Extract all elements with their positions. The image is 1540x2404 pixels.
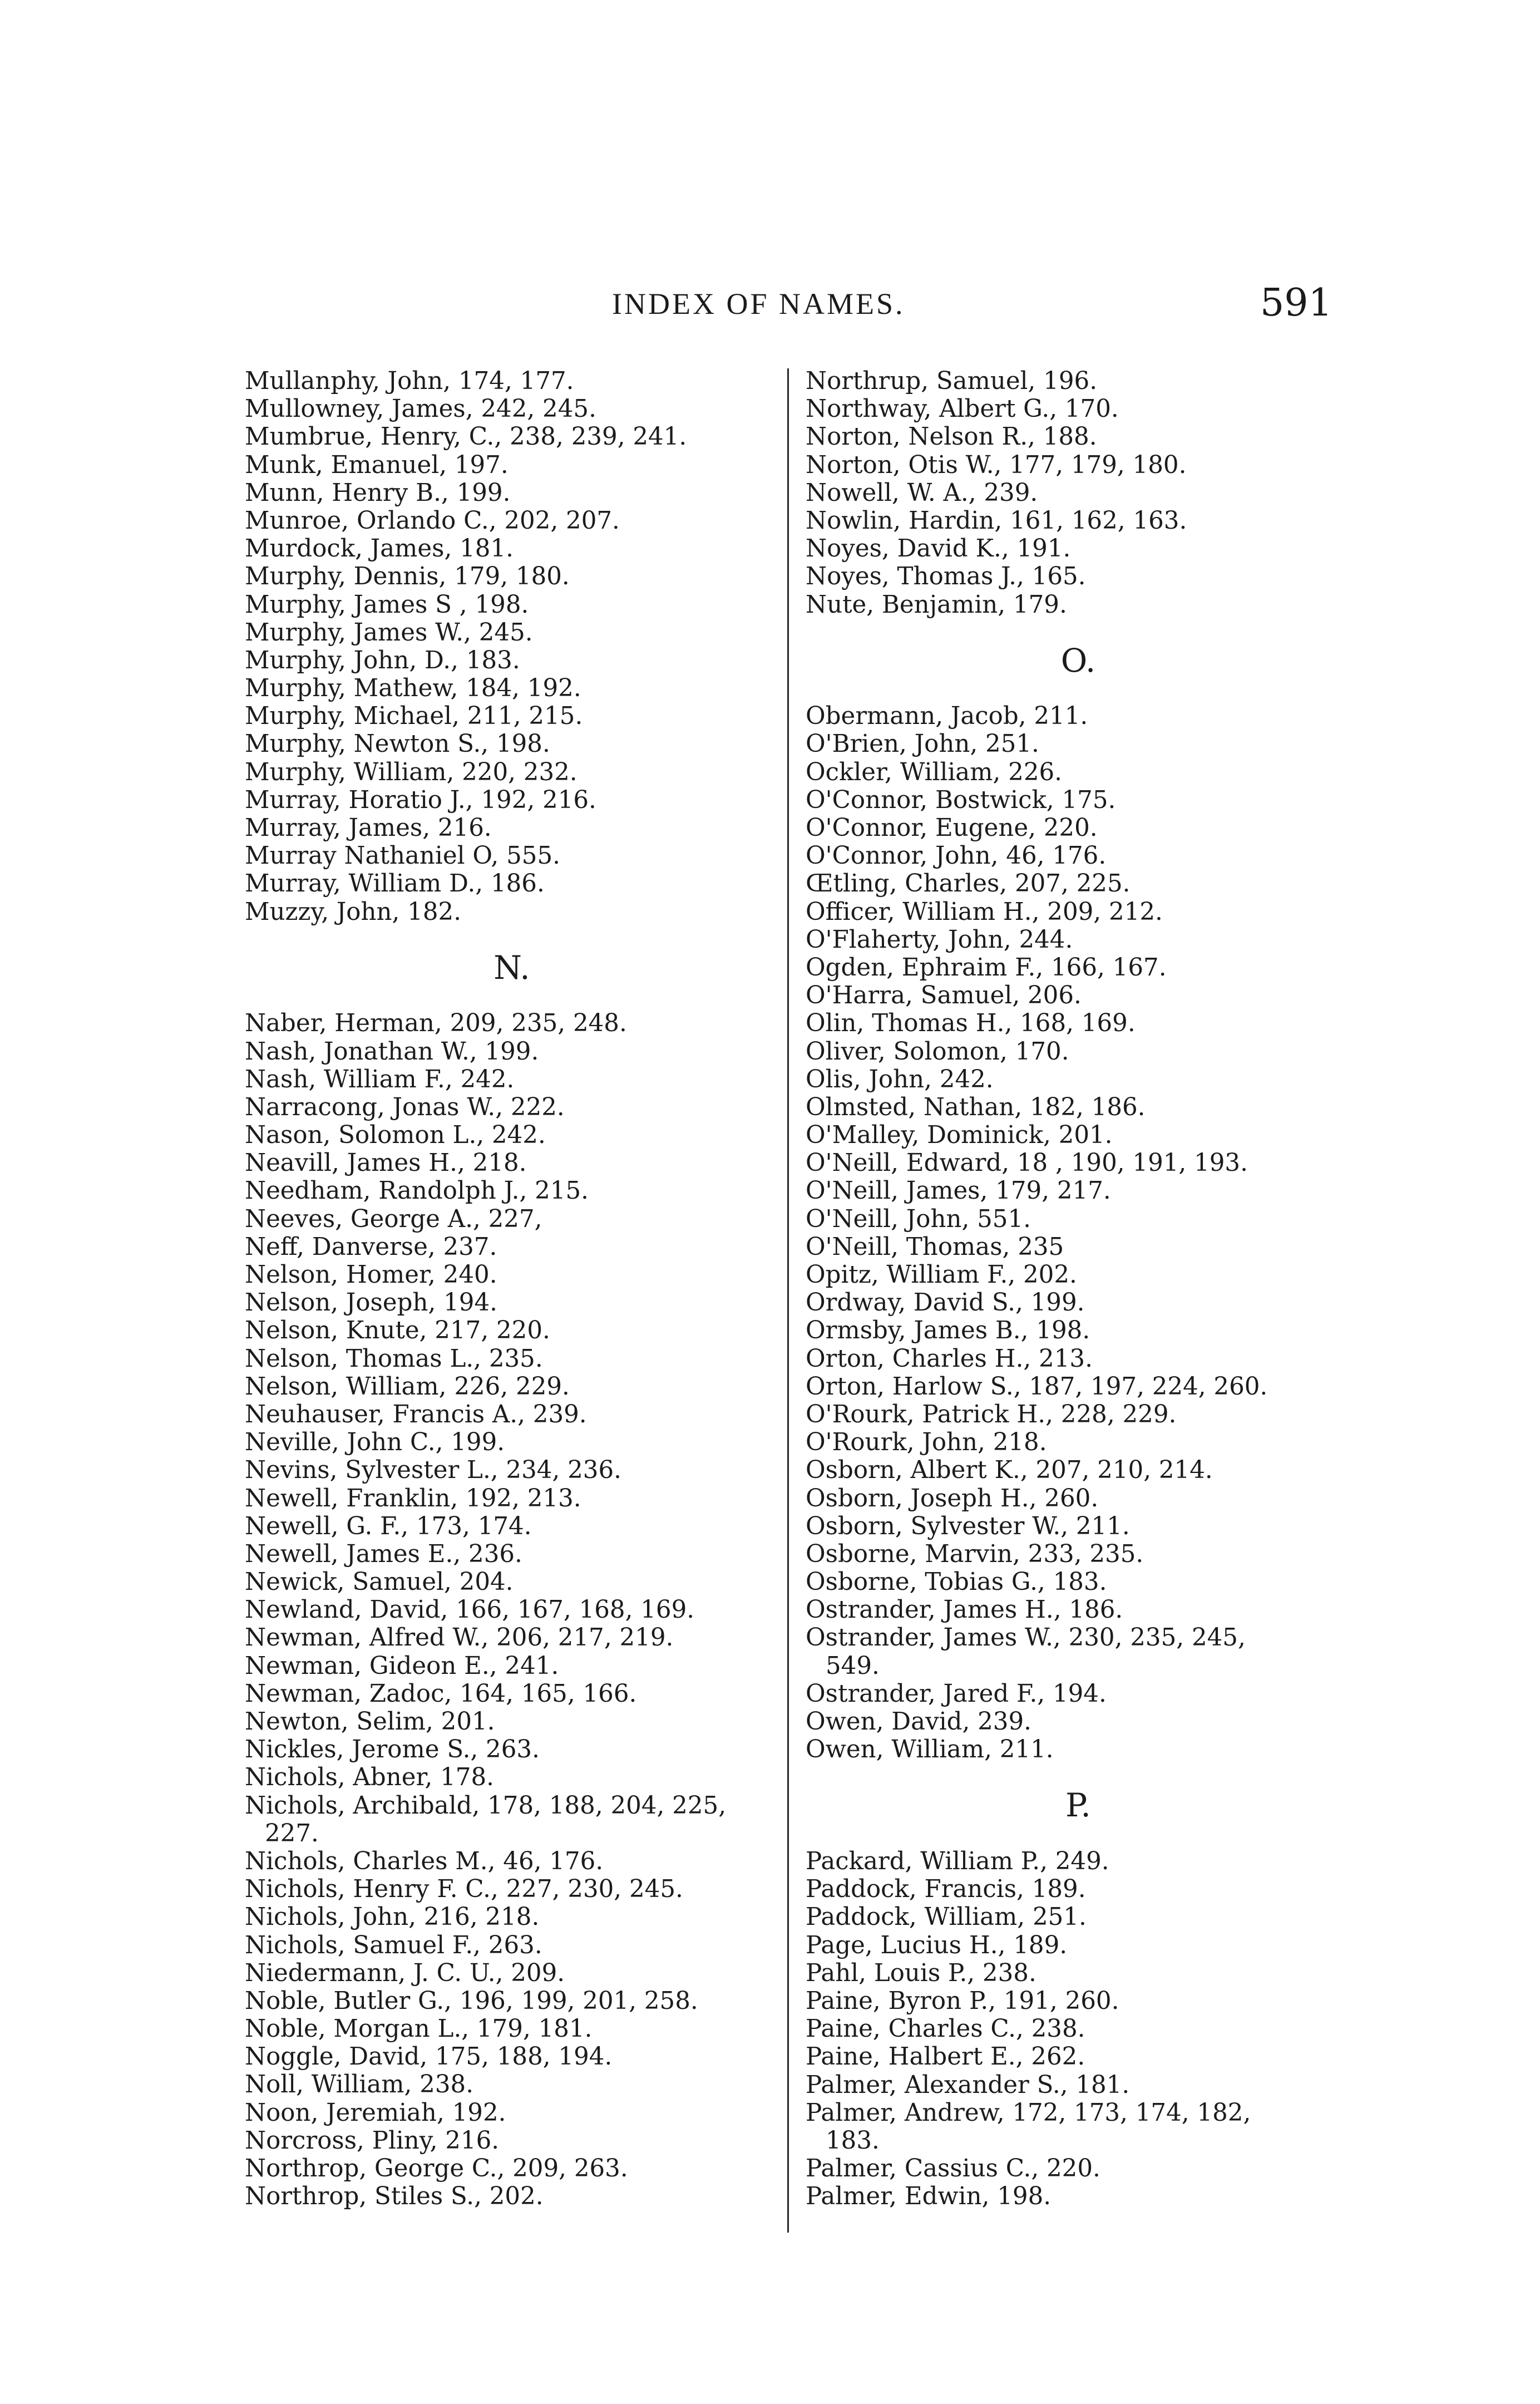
index-entry: Noggle, David, 175, 188, 194.: [245, 2043, 613, 2071]
index-entry: Noyes, Thomas J., 165.: [806, 563, 1086, 591]
index-entry: Noll, William, 238.: [245, 2071, 474, 2099]
index-entry: Newman, Alfred W., 206, 217, 219.: [245, 1624, 674, 1652]
index-entry-continuation: 183.: [826, 2126, 880, 2155]
index-entry: Niedermann, J. C. U., 209.: [245, 1959, 565, 1987]
index-entry: Paddock, William, 251.: [806, 1903, 1087, 1932]
index-column-left: [245, 367, 779, 2210]
index-entry-continuation: 549.: [826, 1652, 880, 1680]
index-entry: Nevins, Sylvester L., 234, 236.: [245, 1456, 621, 1485]
index-entry: Muzzy, John, 182.: [245, 898, 462, 926]
index-entry: Orton, Harlow S., 187, 197, 224, 260.: [806, 1372, 1268, 1401]
index-entry: Palmer, Alexander S., 181.: [806, 2071, 1130, 2099]
index-entry: Nickles, Jerome S., 263.: [245, 1736, 540, 1764]
index-entry: Osborn, Sylvester W., 211.: [806, 1512, 1130, 1540]
index-entry: Ockler, William, 226.: [806, 758, 1062, 786]
index-entry: Newman, Zadoc, 164, 165, 166.: [245, 1679, 637, 1708]
index-entry: Murphy, Mathew, 184, 192.: [245, 674, 581, 703]
index-entry: Owen, William, 211.: [806, 1736, 1054, 1764]
section-letter-heading: N.: [493, 948, 530, 987]
index-entry: Nichols, Archibald, 178, 188, 204, 225,: [245, 1791, 727, 1820]
index-entry: Nowlin, Hardin, 161, 162, 163.: [806, 506, 1187, 535]
page-number: 591: [1260, 281, 1332, 325]
index-entry: Murphy, William, 220, 232.: [245, 758, 578, 786]
index-entry: Owen, David, 239.: [806, 1708, 1031, 1736]
index-entry: Nelson, Knute, 217, 220.: [245, 1317, 550, 1345]
index-entry: Northrop, George C., 209, 263.: [245, 2155, 628, 2183]
index-entry: O'Flaherty, John, 244.: [806, 925, 1073, 954]
index-entry: Ostrander, Jared F., 194.: [806, 1679, 1107, 1708]
index-entry: Noyes, David K., 191.: [806, 535, 1071, 563]
index-entry: Newell, Franklin, 192, 213.: [245, 1484, 581, 1513]
index-entry: Neuhauser, Francis A., 239.: [245, 1400, 587, 1428]
index-entry: Nichols, Samuel F., 263.: [245, 1931, 542, 1959]
index-entry: Narracong, Jonas W., 222.: [245, 1093, 565, 1121]
index-entry: Orton, Charles H., 213.: [806, 1344, 1093, 1373]
index-entry: Murray, William D., 186.: [245, 870, 545, 898]
index-entry: Nelson, Homer, 240.: [245, 1261, 497, 1289]
index-entry: Paine, Charles C., 238.: [806, 2015, 1085, 2043]
index-entry: Nute, Benjamin, 179.: [806, 590, 1067, 619]
page-title: INDEX OF NAMES.: [612, 287, 905, 321]
index-entry: Obermann, Jacob, 211.: [806, 702, 1088, 731]
index-entry: Paine, Byron P., 191, 260.: [806, 1987, 1119, 2015]
index-entry: Ormsby, James B., 198.: [806, 1317, 1090, 1345]
index-entry: Naber, Herman, 209, 235, 248.: [245, 1009, 627, 1038]
index-entry: Neville, John C., 199.: [245, 1428, 505, 1457]
index-entry: Murphy, Dennis, 179, 180.: [245, 563, 570, 591]
index-entry: Northrup, Samuel, 196.: [806, 367, 1098, 395]
index-entry: Olmsted, Nathan, 182, 186.: [806, 1093, 1146, 1121]
index-entry: Neavill, James H., 218.: [245, 1149, 527, 1178]
index-entry: Newman, Gideon E., 241.: [245, 1652, 559, 1680]
index-entry: Paine, Halbert E., 262.: [806, 2043, 1085, 2071]
index-entry: Murphy, Newton S., 198.: [245, 730, 550, 758]
section-letter-heading: P.: [1065, 1786, 1091, 1825]
index-entry: O'Neill, James, 179, 217.: [806, 1177, 1111, 1205]
index-entry: Munroe, Orlando C., 202, 207.: [245, 506, 620, 535]
index-entry: O'Rourk, John, 218.: [806, 1428, 1047, 1457]
index-entry: Pahl, Louis P., 238.: [806, 1959, 1036, 1987]
index-entry: Newland, David, 166, 167, 168, 169.: [245, 1596, 695, 1624]
index-entry: Palmer, Edwin, 198.: [806, 2183, 1052, 2211]
index-entry: Ordway, David S., 199.: [806, 1289, 1085, 1317]
index-entry: Nelson, Thomas L., 235.: [245, 1344, 543, 1373]
index-entry: Olin, Thomas H., 168, 169.: [806, 1009, 1136, 1038]
index-entry: Munk, Emanuel, 197.: [245, 451, 509, 479]
index-entry: Oliver, Solomon, 170.: [806, 1037, 1069, 1066]
index-entry: Osborn, Albert K., 207, 210, 214.: [806, 1456, 1213, 1485]
index-entry: Olis, John, 242.: [806, 1065, 994, 1093]
index-entry: Officer, William H., 209, 212.: [806, 898, 1163, 926]
index-entry: O'Neill, John, 551.: [806, 1205, 1031, 1233]
index-entry: Murdock, James, 181.: [245, 535, 514, 563]
index-entry: Newton, Selim, 201.: [245, 1708, 495, 1736]
index-entry: Noon, Jeremiah, 192.: [245, 2098, 506, 2127]
index-entry: Osborn, Joseph H., 260.: [806, 1484, 1099, 1513]
index-entry: O'Connor, Bostwick, 175.: [806, 786, 1116, 814]
index-entry: O'Neill, Thomas, 235: [806, 1233, 1064, 1261]
index-entry: Murray, James, 216.: [245, 814, 492, 842]
index-entry: Nichols, John, 216, 218.: [245, 1903, 540, 1932]
index-entry: Murphy, James S , 198.: [245, 590, 529, 619]
index-entry: Northway, Albert G., 170.: [806, 395, 1119, 423]
index-entry: O'Malley, Dominick, 201.: [806, 1121, 1113, 1150]
index-entry: Munn, Henry B., 199.: [245, 479, 511, 507]
index-entry: Norcross, Pliny, 216.: [245, 2126, 500, 2155]
running-head: [0, 281, 1540, 331]
index-entry: Neeves, George A., 227,: [245, 1205, 542, 1233]
index-entry: Nelson, William, 226, 229.: [245, 1372, 570, 1401]
index-entry: Palmer, Andrew, 172, 173, 174, 182,: [806, 2098, 1251, 2127]
index-entry: Ostrander, James H., 186.: [806, 1596, 1123, 1624]
index-entry: Nash, William F., 242.: [245, 1065, 515, 1093]
index-entry: O'Connor, John, 46, 176.: [806, 842, 1107, 870]
index-entry: Opitz, William F., 202.: [806, 1261, 1077, 1289]
index-entry: Northrop, Stiles S., 202.: [245, 2183, 544, 2211]
index-entry: Œtling, Charles, 207, 225.: [806, 870, 1131, 898]
index-entry: Noble, Morgan L., 179, 181.: [245, 2015, 593, 2043]
index-entry: Newell, James E., 236.: [245, 1540, 522, 1568]
index-entry: Murray, Horatio J., 192, 216.: [245, 786, 596, 814]
index-entry: Murray Nathaniel O, 555.: [245, 842, 560, 870]
index-entry: Nowell, W. A., 239.: [806, 479, 1038, 507]
index-entry: Packard, William P., 249.: [806, 1848, 1109, 1875]
index-entry: Osborne, Tobias G., 183.: [806, 1568, 1107, 1597]
index-entry: Murphy, James W., 245.: [245, 618, 533, 647]
index-entry: Murphy, Michael, 211, 215.: [245, 702, 583, 731]
index-entry: Ostrander, James W., 230, 235, 245,: [806, 1624, 1246, 1652]
index-entry: Nash, Jonathan W., 199.: [245, 1037, 539, 1066]
index-entry: Nichols, Henry F. C., 227, 230, 245.: [245, 1875, 683, 1904]
index-entry: Nichols, Abner, 178.: [245, 1763, 494, 1792]
index-entry: Nelson, Joseph, 194.: [245, 1289, 497, 1317]
index-entry: O'Brien, John, 251.: [806, 730, 1039, 758]
index-entry: Needham, Randolph J., 215.: [245, 1177, 589, 1205]
index-entry: Palmer, Cassius C., 220.: [806, 2155, 1100, 2183]
index-entry: Mullowney, James, 242, 245.: [245, 395, 596, 423]
index-entry: O'Rourk, Patrick H., 228, 229.: [806, 1400, 1177, 1428]
index-entry: Mumbrue, Henry, C., 238, 239, 241.: [245, 423, 687, 451]
index-entry: Newick, Samuel, 204.: [245, 1568, 514, 1597]
index-entry: Norton, Otis W., 177, 179, 180.: [806, 451, 1187, 479]
index-entry: Page, Lucius H., 189.: [806, 1931, 1068, 1959]
index-entry: O'Connor, Eugene, 220.: [806, 814, 1098, 843]
index-entry: Neff, Danverse, 237.: [245, 1233, 497, 1261]
column-divider: [787, 368, 789, 2233]
section-letter-heading: O.: [1060, 641, 1096, 679]
index-entry: Nason, Solomon L., 242.: [245, 1121, 546, 1150]
index-entry: Newell, G. F., 173, 174.: [245, 1512, 532, 1540]
index-entry: O'Harra, Samuel, 206.: [806, 982, 1082, 1010]
index-column-right: [806, 367, 1351, 2210]
index-entry: Nichols, Charles M., 46, 176.: [245, 1847, 604, 1875]
index-entry: Paddock, Francis, 189.: [806, 1875, 1086, 1904]
index-entry: O'Neill, Edward, 18 , 190, 191, 193.: [806, 1149, 1248, 1178]
index-entry: Noble, Butler G., 196, 199, 201, 258.: [245, 1987, 698, 2015]
index-entry: Ogden, Ephraim F., 166, 167.: [806, 953, 1167, 982]
index-entry-continuation: 227.: [265, 1819, 319, 1848]
index-entry: Osborne, Marvin, 233, 235.: [806, 1540, 1144, 1568]
index-entry: Norton, Nelson R., 188.: [806, 423, 1097, 451]
index-entry: Murphy, John, D., 183.: [245, 646, 520, 674]
index-entry: Mullanphy, John, 174, 177.: [245, 367, 574, 395]
